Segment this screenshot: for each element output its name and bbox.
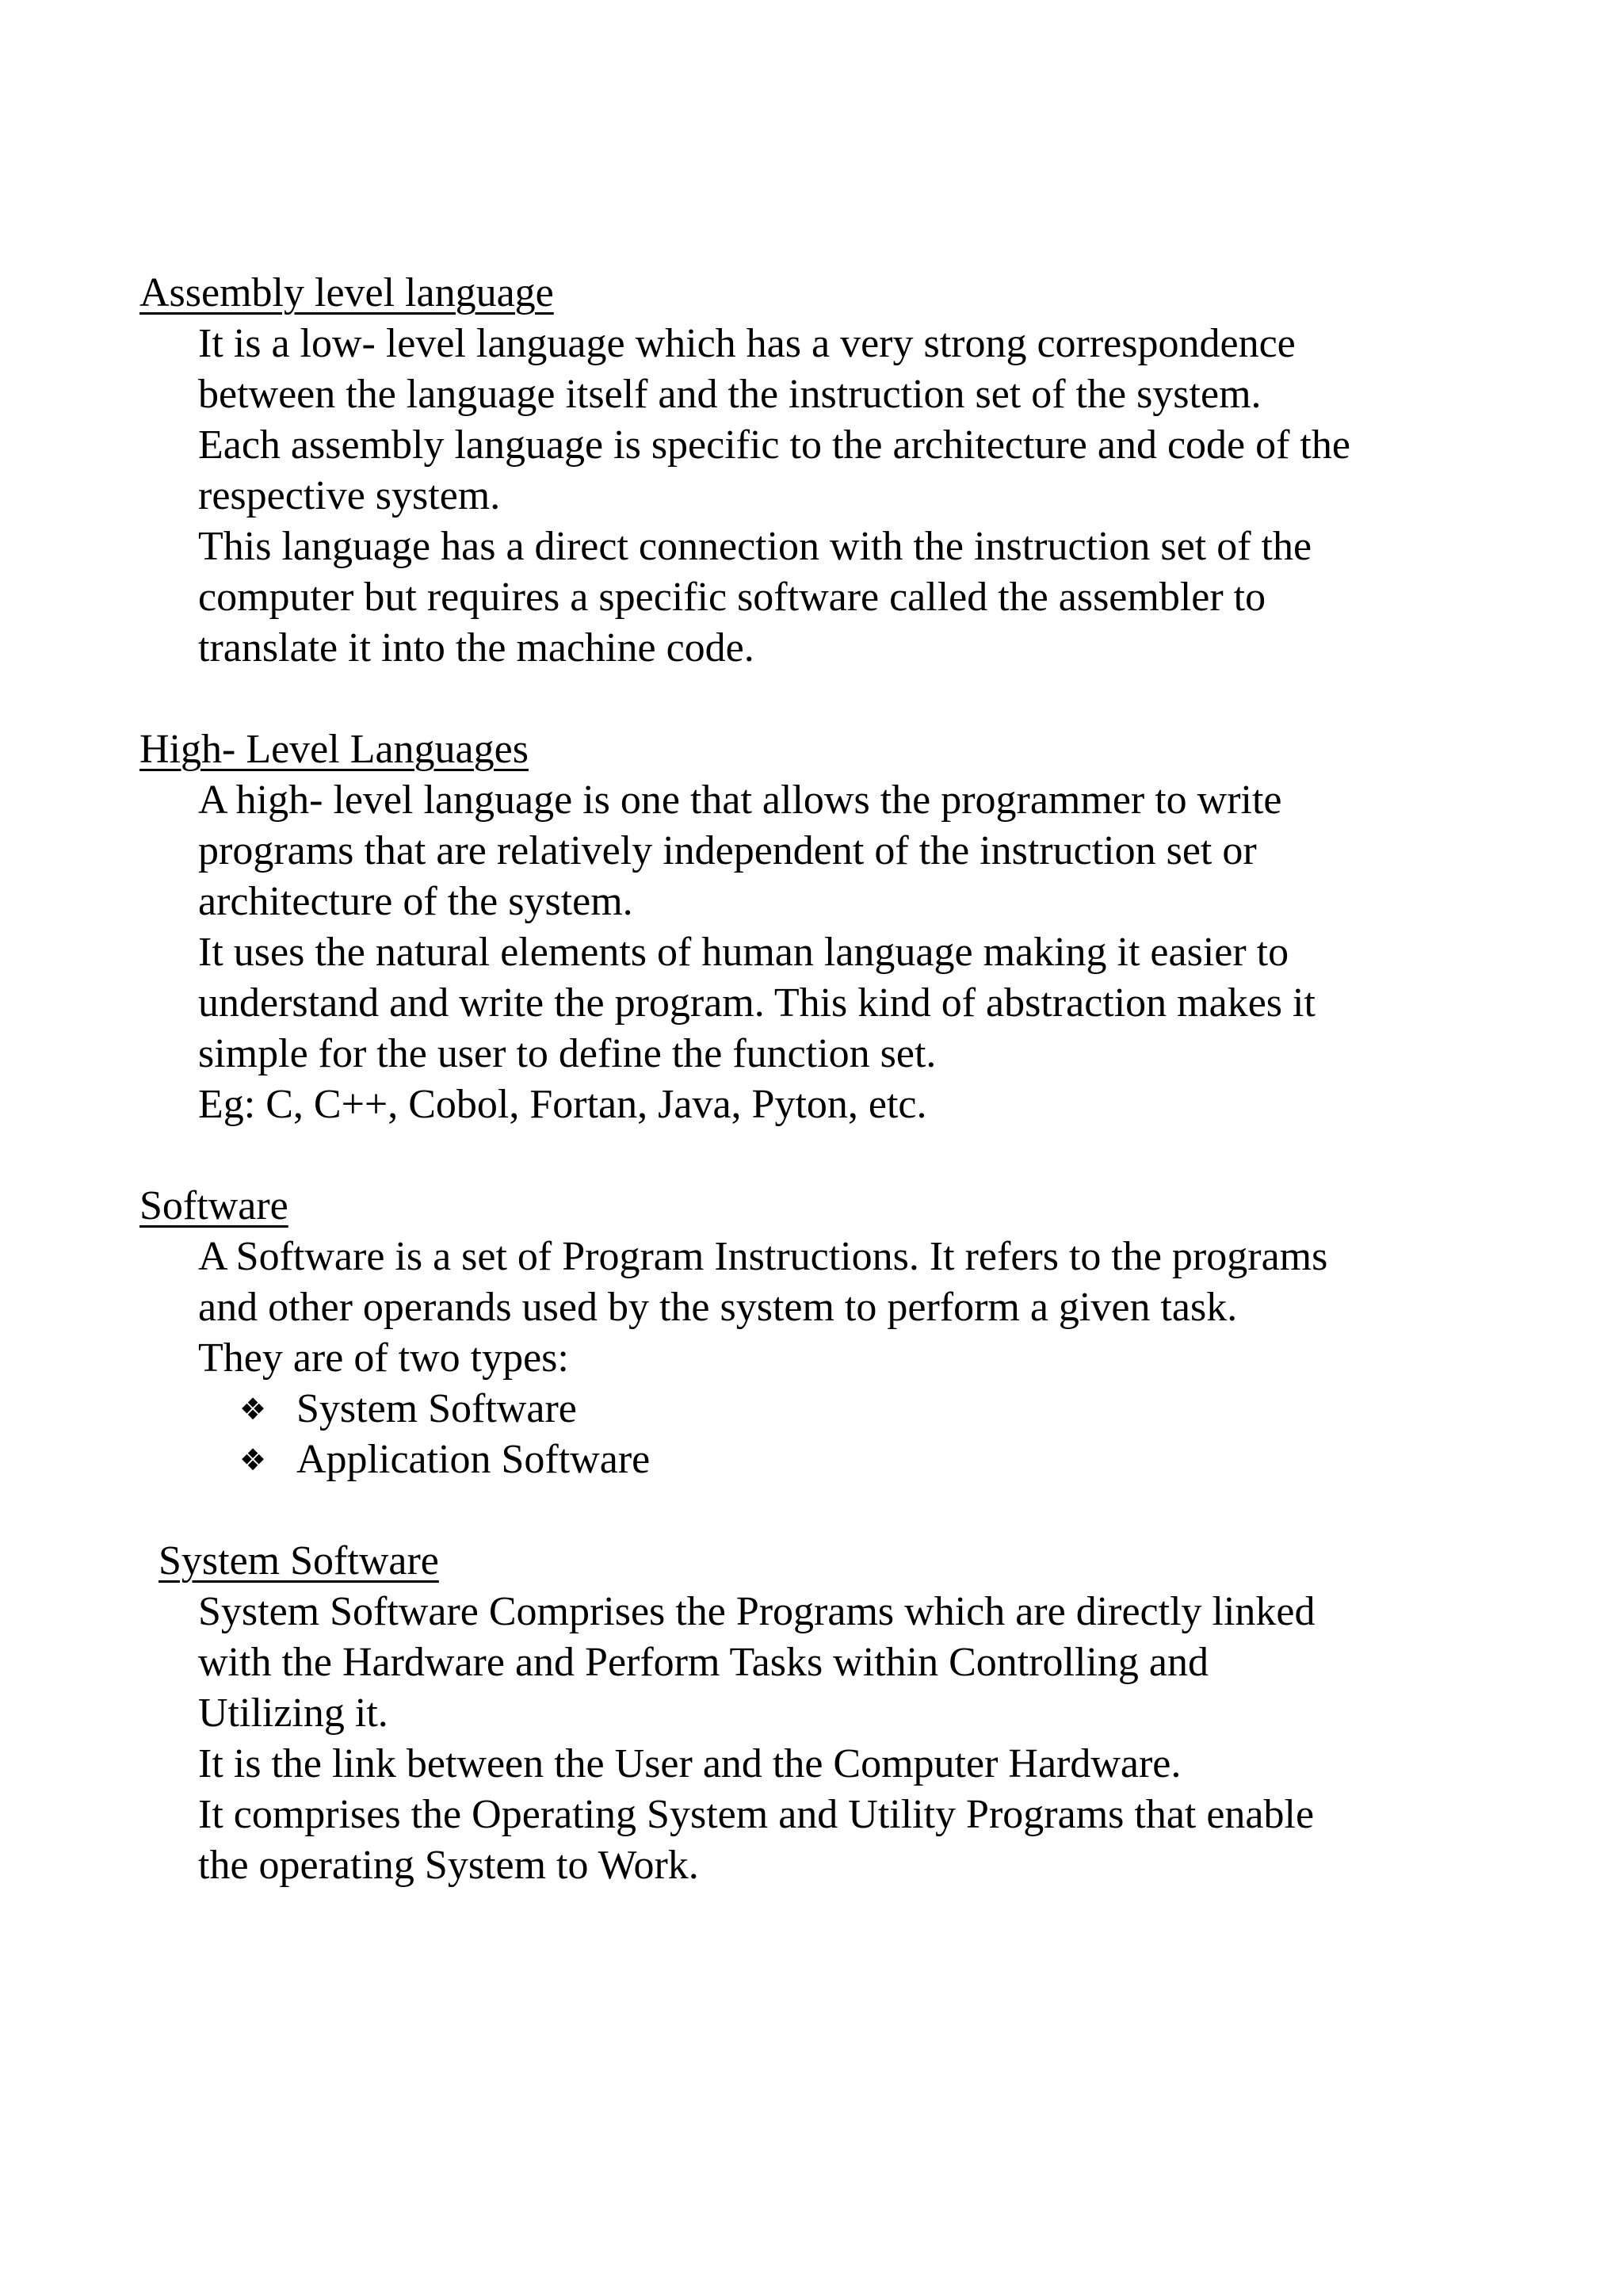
paragraph-line: translate it into the machine code. bbox=[198, 625, 754, 670]
paragraph-line: programs that are relatively independent of the instruction set or bbox=[198, 828, 1257, 873]
paragraph-line: This language has a direct connection with the instruction set of the bbox=[198, 524, 1312, 569]
paragraph-line: between the language itself and the instruction set of the system. bbox=[198, 372, 1262, 417]
paragraph-line: simple for the user to define the function set. bbox=[198, 1031, 937, 1076]
paragraph-line: Each assembly language is specific to the architecture and code of the bbox=[198, 422, 1350, 468]
paragraph-line: with the Hardware and Perform Tasks within Controlling and bbox=[198, 1640, 1209, 1685]
diamond-bullet-icon: ❖ bbox=[239, 1442, 267, 1477]
paragraph-line: It is a low- level language which has a very strong correspondence bbox=[198, 321, 1296, 366]
paragraph-line: computer but requires a specific software called the assembler to bbox=[198, 575, 1266, 620]
list-item bbox=[239, 1384, 577, 1435]
list-item bbox=[239, 1435, 650, 1485]
paragraph-line: the operating System to Work. bbox=[198, 1843, 699, 1888]
list-item-label: System Software bbox=[296, 1386, 577, 1431]
paragraph-line: System Software Comprises the Programs which are directly linked bbox=[198, 1589, 1316, 1634]
diamond-bullet-icon: ❖ bbox=[239, 1392, 267, 1427]
paragraph-line: A Software is a set of Program Instructions. It refers to the programs bbox=[198, 1234, 1328, 1279]
paragraph-line: Utilizing it. bbox=[198, 1690, 388, 1736]
paragraph-line: Eg: C, C++, Cobol, Fortan, Java, Pyton, etc. bbox=[198, 1082, 927, 1127]
paragraph-line: It comprises the Operating System and Utility Programs that enable bbox=[198, 1792, 1315, 1837]
list-item-label: Application Software bbox=[296, 1437, 651, 1482]
paragraph-line: and other operands used by the system to perform a given task. bbox=[198, 1285, 1238, 1330]
paragraph-line: respective system. bbox=[198, 473, 501, 518]
paragraph-line: It uses the natural elements of human language making it easier to bbox=[198, 930, 1289, 975]
section-heading: High- Level Languages bbox=[139, 727, 529, 772]
paragraph-line: It is the link between the User and the Computer Hardware. bbox=[198, 1741, 1182, 1786]
paragraph-line: A high- level language is one that allows the programmer to write bbox=[198, 777, 1282, 823]
paragraph-line: architecture of the system. bbox=[198, 879, 633, 924]
section-heading: Assembly level language bbox=[139, 270, 554, 315]
paragraph-line: They are of two types: bbox=[198, 1335, 569, 1381]
section-heading: System Software bbox=[158, 1538, 439, 1584]
paragraph-line: understand and write the program. This kind of abstraction makes it bbox=[198, 980, 1316, 1026]
section-heading: Software bbox=[139, 1183, 288, 1228]
